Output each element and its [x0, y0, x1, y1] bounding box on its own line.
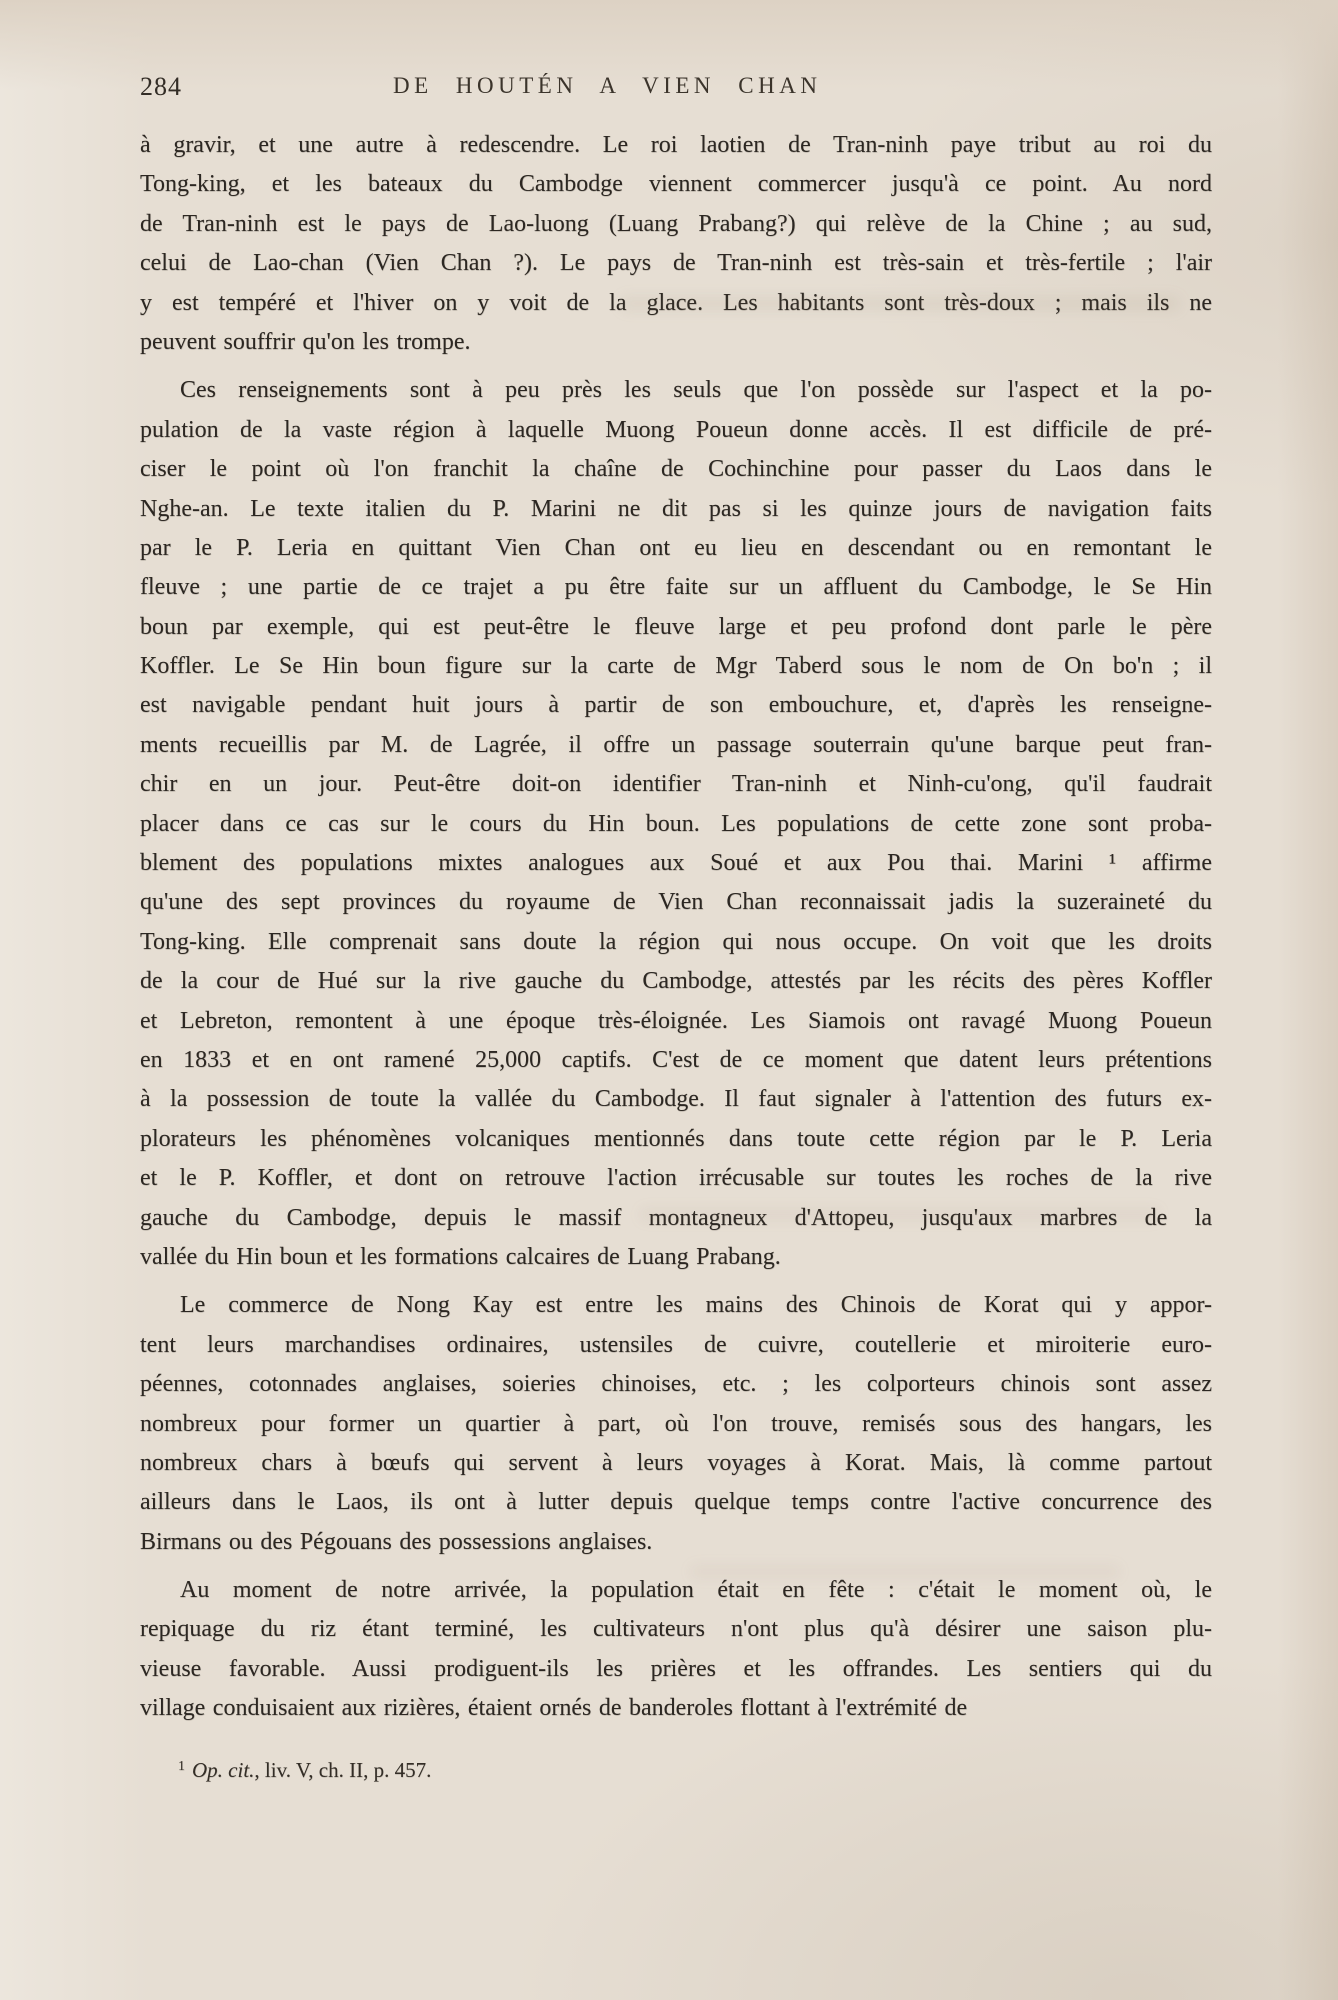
text-line: est navigable pendant huit jours à partir de son embouchure, et, d'après les renseigne- [140, 692, 1212, 719]
text-line: fleuve ; une partie de ce trajet a pu être faite sur un affluent du Cambodge, le Se Hin [140, 574, 1212, 601]
text-line: placer dans ce cas sur le cours du Hin boun. Les populations de cette zone sont proba- [140, 810, 1212, 837]
text-line: ciser le point où l'on franchit la chaîne de Cochinchine pour passer du Laos dans le [140, 456, 1212, 483]
text-line: péennes, cotonnades anglaises, soieries chinoises, etc. ; les colporteurs chinois sont assez [140, 1371, 1212, 1398]
text-line: en 1833 et en ont ramené 25,000 captifs. C'est de ce moment que datent leurs prétentions [140, 1046, 1212, 1073]
footnote-marker: 1 [178, 1759, 185, 1774]
running-title: DE HOUTÉN A VIEN CHAN [393, 73, 822, 98]
text-line: chir en un jour. Peut-être doit-on identifier Tran-ninh et Ninh-cu'ong, qu'il faudrait [140, 771, 1212, 798]
text-line: Le commerce de Nong Kay est entre les mains des Chinois de Korat qui y appor- [180, 1292, 1212, 1319]
page-number: 284 [140, 72, 182, 101]
text-line: Birmans ou des Pégouans des possessions anglaises. [140, 1528, 653, 1555]
text-line: ailleurs dans le Laos, ils ont à lutter depuis quelque temps contre l'active concurrence des [140, 1489, 1212, 1516]
text-line: repiquage du riz étant terminé, les cultivateurs n'ont plus qu'à désirer une saison plu- [140, 1616, 1212, 1643]
page-header [0, 0, 1338, 120]
paragraph [140, 1286, 1212, 1562]
footnote-text: , liv. V, ch. II, p. 457. [254, 1758, 432, 1782]
text-line: Koffler. Le Se Hin boun figure sur la carte de Mgr Taberd sous le nom de On bo'n ; il [140, 653, 1212, 680]
text-line: de la cour de Hué sur la rive gauche du Cambodge, attestés par les récits des pères Koffler [140, 968, 1212, 995]
paragraph [140, 126, 1212, 362]
text-line: qu'une des sept provinces du royaume de Vien Chan reconnaissait jadis la suzeraineté du [140, 889, 1212, 916]
text-line: plorateurs les phénomènes volcaniques mentionnés dans toute cette région par le P. Leria [140, 1125, 1212, 1152]
text-line: nombreux chars à bœufs qui servent à leurs voyages à Korat. Mais, là comme partout [140, 1449, 1212, 1476]
text-line: Nghe-an. Le texte italien du P. Marini ne dit pas si les quinze jours de navigation faits [140, 495, 1212, 522]
text-line: ments recueillis par M. de Lagrée, il offre un passage souterrain qu'une barque peut fran- [140, 731, 1212, 758]
text-line: Tong-king. Elle comprenait sans doute la région qui nous occupe. On voit que les droits [140, 928, 1212, 955]
text-line: vieuse favorable. Aussi prodiguent-ils les prières et les offrandes. Les sentiers qui du [140, 1655, 1212, 1682]
footnote [178, 1758, 431, 1783]
text-line: et Lebreton, remontent à une époque très-éloignée. Les Siamois ont ravagé Muong Poueun [140, 1007, 1212, 1034]
paragraph [140, 1571, 1212, 1729]
footnote-citation: Op. cit. [192, 1758, 255, 1782]
text-line: blement des populations mixtes analogues aux Soué et aux Pou thai. Marini ¹ affirme [140, 850, 1212, 877]
text-line: peuvent souffrir qu'on les trompe. [140, 328, 471, 355]
text-line: tent leurs marchandises ordinaires, ustensiles de cuivre, coutellerie et miroiterie euro- [140, 1331, 1212, 1358]
text-line: par le P. Leria en quittant Vien Chan ont eu lieu en descendant ou en remontant le [140, 534, 1212, 561]
text-line: pulation de la vaste région à laquelle Muong Poueun donne accès. Il est difficile de pré- [140, 416, 1212, 443]
text-line: nombreux pour former un quartier à part, où l'on trouve, remisés sous des hangars, les [140, 1410, 1212, 1437]
text-line: boun par exemple, qui est peut-être le fleuve large et peu profond dont parle le père [140, 613, 1212, 640]
text-line: vallée du Hin boun et les formations calcaires de Luang Prabang. [140, 1243, 781, 1270]
text-line: Tong-king, et les bateaux du Cambodge viennent commercer jusqu'à ce point. Au nord [140, 171, 1212, 198]
text-line: y est tempéré et l'hiver on y voit de la glace. Les habitants sont très-doux ; mais ils ne [140, 289, 1212, 316]
text-line: village conduisaient aux rizières, étaient ornés de banderoles flottant à l'extrémité de [140, 1695, 968, 1722]
text-line: de Tran-ninh est le pays de Lao-luong (Luang Prabang?) qui relève de la Chine ; au sud, [140, 210, 1212, 237]
text-line: celui de Lao-chan (Vien Chan ?). Le pays de Tran-ninh est très-sain et très-fertile ; l'air [140, 250, 1212, 277]
text-line: et le P. Koffler, et dont on retrouve l'action irrécusable sur toutes les roches de la rive [140, 1165, 1212, 1192]
paragraph [140, 371, 1212, 1277]
text-line: Ces renseignements sont à peu près les seuls que l'on possède sur l'aspect et la po- [180, 377, 1212, 404]
text-line: gauche du Cambodge, depuis le massif montagneux d'Attopeu, jusqu'aux marbres de la [140, 1204, 1212, 1231]
text-line: à gravir, et une autre à redescendre. Le roi laotien de Tran-ninh paye tribut au roi du [140, 132, 1212, 158]
text-line: à la possession de toute la vallée du Cambodge. Il faut signaler à l'attention des futurs ex- [140, 1086, 1212, 1113]
text-block [140, 126, 1212, 1738]
text-line: Au moment de notre arrivée, la population était en fête : c'était le moment où, le [180, 1577, 1212, 1604]
